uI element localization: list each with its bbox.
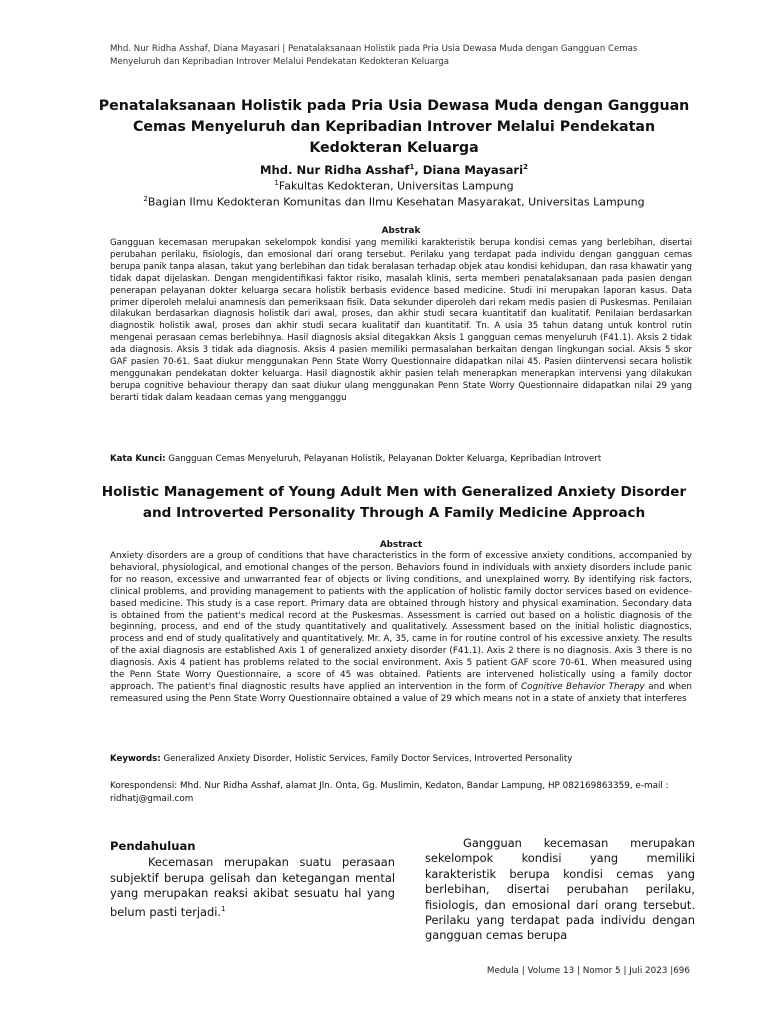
page-footer: Medula | Volume 13 | Nomor 5 | Juli 2023 |696 bbox=[486, 966, 690, 976]
affiliation-marker: 2 bbox=[523, 163, 528, 171]
abstract-text bbox=[110, 551, 692, 706]
keywords-label: Keywords: bbox=[110, 754, 161, 764]
author-separator: , bbox=[414, 162, 423, 177]
affiliation-text: Fakultas Kedokteran, Universitas Lampung bbox=[278, 179, 514, 193]
reference-marker: 1 bbox=[221, 904, 226, 913]
abstract-text-part: Anxiety disorders are a group of conditions that have characteristics in the form of excessive anxiety conditions, accompanied by behavioral, physiological, and emotional changes of the person. Behaviors found in individuals with anxiety disorders include panic for no reason, excessive and unwarranted fear of objects or living conditions, and unexplained worry. By identifying risk factors, clinical problems, and providing management to patients with the application of holistic family doctor services based on evidence-based medicine. This study is a case report. Primary data are obtained through history and physical examination. Secondary data is obtained from the patient's medical record at the Puskesmas. Assessment is carried out based on a holistic diagnosis of the beginning, process, and end of the study quantitatively and qualitatively. Assessment based on the initial holistic diagnostics, process and end of study qualitatively and quantitatively. Mr. A, 35, came in for routine control of his excessive anxiety. The results of the axial diagnosis are established Axis 1 of generalized anxiety disorder (F41.1). Axis 2 there is no diagnosis. Axis 3 there is no diagnosis. Axis 4 patient has problems related to the social environment. Axis 5 patient GAF score 70-61. When measured using the Penn State Worry Questionnaire, a score of 45 was obtained. Patients are intervened holistically using a family doctor approach. The patient's final diagnostic results have applied an intervention in the form of bbox=[110, 551, 692, 692]
abstract-italic-term: Cognitive Behavior Therapy bbox=[520, 681, 645, 692]
body-column-right: Gangguan kecemasan merupakan sekelompok kondisi yang memiliki karakteristik berupa kondisi cemas yang berlebihan, disertai perubahan perilaku, fisiologis, dan emosional dari orang tersebut. Perilaku yang terdapat pada individu dengan gangguan cemas berupa bbox=[425, 836, 695, 943]
article-title-english: Holistic Management of Young Adult Men with Generalized Anxiety Disorder and Introverted Personality Through A Family Medicine Approach bbox=[101, 484, 687, 521]
abstract-heading: Abstract bbox=[379, 540, 423, 550]
affiliation-marker: 2 bbox=[143, 195, 148, 203]
abstrak-heading: Abstrak bbox=[381, 226, 421, 236]
paragraph-text: Kecemasan merupakan suatu perasaan subjektif berupa gelisah dan ketegangan mental yang merupakan reaksi akibat sesuatu hal yang belum pasti terjadi. bbox=[110, 855, 395, 919]
affiliation-marker: 1 bbox=[274, 179, 279, 187]
author-name: Mhd. Nur Ridha Asshaf bbox=[260, 162, 410, 177]
affiliation-1 bbox=[90, 176, 698, 194]
keywords-text: Generalized Anxiety Disorder, Holistic Services, Family Doctor Services, Introverted Personality bbox=[160, 754, 573, 764]
body-column-left bbox=[110, 839, 395, 920]
body-paragraph bbox=[110, 855, 395, 919]
keywords bbox=[110, 753, 692, 765]
correspondence: Korespondensi: Mhd. Nur Ridha Asshaf, alamat Jln. Onta, Gg. Muslimin, Kedaton, Bandar Lampung, HP 082169863359, e-mail : ridhatj@gmail.com bbox=[110, 781, 669, 804]
section-heading: Pendahuluan bbox=[110, 839, 196, 853]
affiliation-text: Bagian Ilmu Kedokteran Komunitas dan Ilmu Kesehatan Masyarakat, Universitas Lampung bbox=[147, 195, 645, 209]
affiliation-2 bbox=[90, 192, 698, 210]
article-title-indonesian: Penatalaksanaan Holistik pada Pria Usia Dewasa Muda dengan Gangguan Cemas Menyeluruh dan Kepribadian Introver Melalui Pendekatan Kedokteran Keluarga bbox=[98, 98, 690, 156]
kata-kunci-text: Gangguan Cemas Menyeluruh, Pelayanan Holistik, Pelayanan Dokter Keluarga, Kepribadian Introvert bbox=[165, 454, 602, 464]
kata-kunci bbox=[110, 453, 692, 465]
author-name: Diana Mayasari bbox=[422, 162, 524, 177]
abstract-text-part: and when remeasured using the Penn State Worry Questionnaire obtained a value of 29 which means not in a state of anxiety that interferes bbox=[110, 681, 693, 704]
affiliation-marker: 1 bbox=[409, 163, 415, 171]
running-head: Mhd. Nur Ridha Asshaf, Diana Mayasari | Penatalaksanaan Holistik pada Pria Usia Dewasa Muda dengan Gangguan Cemas Menyeluruh dan Kepribadian Introver Melalui Pendekatan Kedokteran Keluarga bbox=[110, 44, 638, 67]
abstrak-text: Gangguan kecemasan merupakan sekelompok kondisi yang memiliki karakteristik berupa kondisi cemas yang berlebihan, disertai perubahan perilaku, fisiologis, dan emosional dari orang tersebut. Perilaku yang terdapat pada individu dengan gangguan cemas berupa panik tanpa alasan, takut yang berlebihan dan tidak beralasan terhadap objek atau kondisi kehidupan, dan rasa khawatir yang tidak dapat dijelaskan. Dengan mengidentifikasi faktor risiko, masalah klinis, serta memberi penatalaksanaan pada pasien dengan penerapan pelayanan dokter keluarga secara holistik berbasis evidence based medicine. Studi ini merupakan laporan kasus. Data primer diperoleh melalui anamnesis dan pemeriksaan fisik. Data sekunder diperoleh dari rekam medis pasien di Puskesmas. Penilaian dilakukan berdasarkan diagnosis holistik dari awal, proses, dan akhir studi secara kuantitatif dan kualitatif. Penilaian berdasarkan diagnostik holistik awal, proses dan akhir studi secara kualitatif dan kuantitatif. Tn. A usia 35 tahun datang untuk kontrol rutin mengenai perasaan cemas berlebihnya. Hasil diagnosis aksial ditegakkan Aksis 1 gangguan cemas menyeluruh (F41.1). Aksis 2 tidak ada diagnosis. Aksis 3 tidak ada diagnosis. Aksis 4 pasien memiliki permasalahan berkaitan dengan lingkungan social. Aksis 5 skor GAF pasien 70-61. Saat diukur menggunakan Penn State Worry Questionnaire didapatkan nilai 45. Pasien diintervensi secara holistik menggunakan pendekatan dokter keluarga. Hasil diagnostik akhir pasien telah menerapkan menerapkan intervensi yang dilakukan berupa cognitive behaviour therapy dan saat diukur ulang menggunakan Penn State Worry Questionnaire didapatkan nilai 29 yang berarti tidak dalam keadaan cemas yang mengganggu bbox=[110, 238, 692, 403]
kata-kunci-label: Kata Kunci: bbox=[110, 454, 166, 464]
